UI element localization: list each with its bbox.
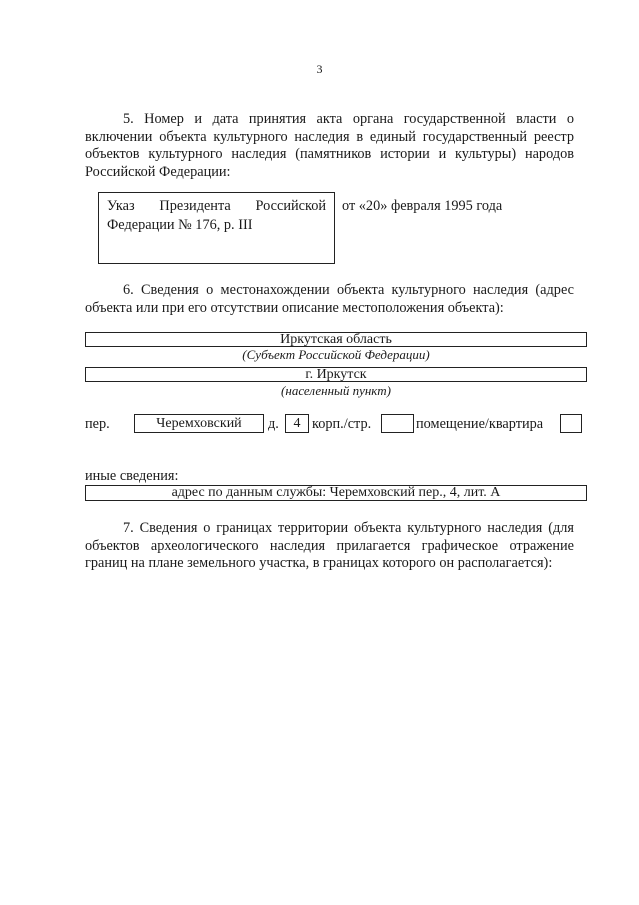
subject-caption: (Субъект Российской Федерации) xyxy=(242,347,430,362)
act-name: Указ Президента Российской Федерации № 176, р. III xyxy=(107,198,326,233)
street-value: Черемховский xyxy=(156,416,242,431)
act-name-box xyxy=(98,192,335,264)
section-5-text: 5. Номер и дата принятия акта органа государственной власти о включении объекта культурного наследия в единый государственный реестр объектов культурного наследия (памятников истории и культуры) народов Российской Федерации: xyxy=(85,111,574,180)
apartment-field xyxy=(560,414,582,433)
house-label: д. xyxy=(268,416,279,432)
building-field xyxy=(381,414,414,433)
building-label: корп./стр. xyxy=(312,416,372,432)
street-field xyxy=(134,414,264,433)
other-info-value: адрес по данным службы: Черемховский пер., 4, лит. А xyxy=(171,485,501,500)
page-number: 3 xyxy=(316,62,323,76)
other-info-field xyxy=(85,485,587,501)
other-info-label: иные сведения: xyxy=(85,468,179,484)
apartment-label: помещение/квартира xyxy=(416,416,544,432)
house-field xyxy=(285,414,309,433)
locality-field xyxy=(85,367,587,382)
house-value: 4 xyxy=(293,416,301,431)
subject-field xyxy=(85,332,587,347)
locality-value: г. Иркутск xyxy=(305,367,367,382)
section-6-text: 6. Сведения о местонахождении объекта культурного наследия (адрес объекта или при его отсутствии описание местоположения объекта): xyxy=(85,282,574,316)
street-label: пер. xyxy=(85,416,110,432)
subject-value: Иркутская область xyxy=(280,332,392,347)
section-7-text: 7. Сведения о границах территории объекта культурного наследия (для объектов археологического наследия прилагается графическое отражение границ на плане земельного участка, в границах которого он располагается): xyxy=(85,520,574,572)
locality-caption: (населенный пункт) xyxy=(281,383,391,398)
act-date: от «20» февраля 1995 года xyxy=(342,198,503,214)
